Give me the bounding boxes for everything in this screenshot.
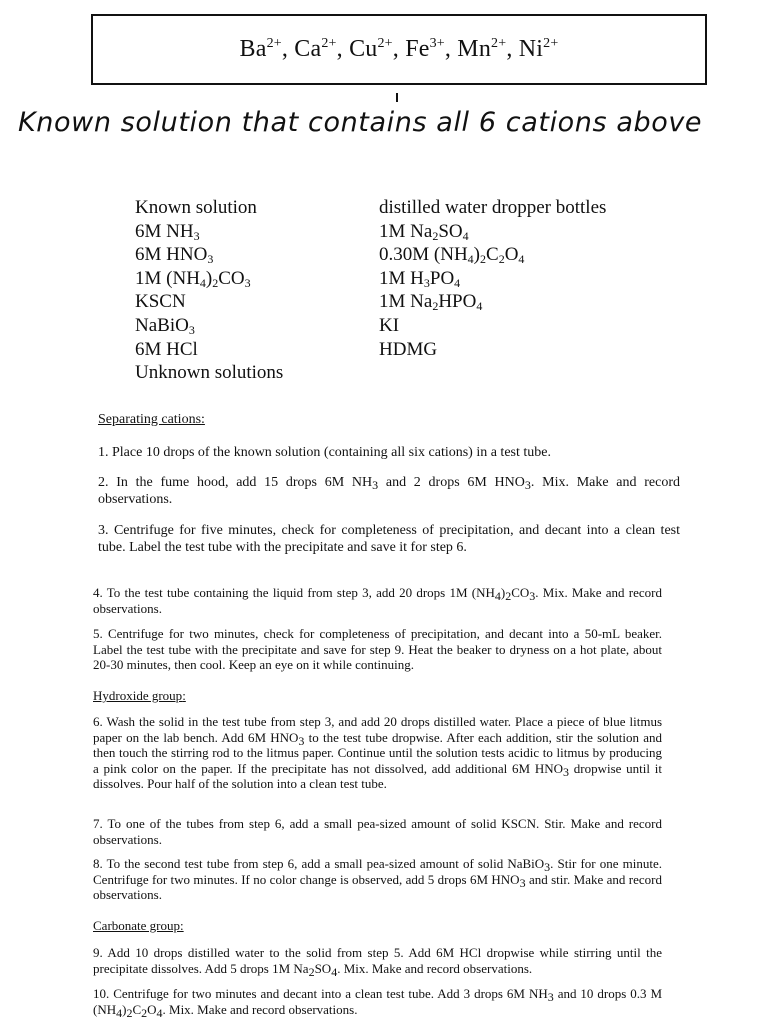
procedure-step-3: 3. Centrifuge for five minutes, check for completeness of precipitation, and decant into a clean test tube. Label the test tube with the precipitate and save it for step 6. (98, 523, 680, 555)
reagent-item: Known solution (135, 197, 257, 218)
section-heading-separating: Separating cations: (98, 412, 205, 427)
cation-ba: $Ba^{2+}$, (239, 36, 295, 62)
reagent-list-left (135, 196, 283, 385)
cation-ni: $Ni^{2+}$ (518, 36, 559, 62)
procedure-step-10: 10. Centrifuge for two minutes and decant into a clean test tube. Add 3 drops 6M NH3 and 10 drops 0.3 M (NH4)2C2O4. Mix. Make and record observations. (93, 986, 663, 1020)
reagent-item: KSCN (135, 291, 186, 313)
reagent-item: 1M $Na_2SO_4$ (379, 220, 469, 243)
handwritten-annotation: Known solution that contains all 6 cations above (18, 107, 703, 138)
procedure-step-8: 8. To the second test tube from step 6, add a small pea-sized amount of solid NaBiO3. Stir for one minute. Centrifuge for two minutes. If no color change is observed, add 5 drops 6M HNO3 and stir. Make and record observations. (93, 856, 663, 903)
cation-fe: $Fe^{3+}$, (405, 36, 458, 62)
procedure-step-4: 4. To the test tube containing the liquid from step 3, add 20 drops 1M (NH4)2CO3. Mix. Make and record observations. (93, 585, 662, 616)
section-heading-hydroxide: Hydroxide group: (93, 688, 186, 703)
cation-list (240, 36, 559, 63)
procedure-step-6: 6. Wash the solid in the test tube from step 3, and add 20 drops distilled water. Place a piece of blue litmus paper on the lab bench. Add 6M HNO3 to the test tube dropwise. After each addition, stir the solution and then touch the stirring rod to the litmus paper. Continue until the solution tests acidic to litmus by producing a pink color on the paper. If the precipitate has not dissolved, add additional 6M HNO3 dropwise until it dissolves. Pour half of the solution into a clean test tube. (93, 714, 663, 792)
reagent-item: 6M $NH_3$ (135, 220, 200, 243)
reagent-item: 1M $H_3PO_4$ (379, 267, 461, 290)
procedure-step-7: 7. To one of the tubes from step 6, add a small pea-sized amount of solid KSCN. Stir. Make and record observations. (93, 816, 662, 847)
procedure-step-1: 1. Place 10 drops of the known solution (containing all six cations) in a test tube. (98, 445, 551, 460)
reagent-item: 6M $HNO_3$ (135, 244, 214, 267)
procedure-step-9: 9. Add 10 drops distilled water to the solid from step 5. Add 6M HCl dropwise while stirring until the precipitate dissolves. Add 5 drops 1M Na2SO4. Mix. Make and record observations. (93, 945, 662, 979)
section-heading-carbonate: Carbonate group: (93, 918, 184, 933)
cation-list-box (91, 14, 707, 85)
reagent-item: Unknown solutions (135, 362, 284, 384)
cation-cu: $Cu^{2+}$, (349, 36, 406, 62)
pen-mark (396, 93, 398, 102)
cation-mn: $Mn^{2+}$, (457, 36, 519, 62)
reagent-item: 1M $(NH_4)_2CO_3$ (135, 267, 251, 290)
reagent-item: 1M $Na_2HPO_4$ (379, 291, 483, 314)
procedure-step-2: 2. In the fume hood, add 15 drops 6M NH3 and 2 drops 6M HNO3. Mix. Make and record observations. (98, 475, 680, 507)
reagent-item: NaBiO$_3$ (135, 314, 195, 337)
reagent-item: 0.30M $(NH_4)_2C_2O_4$ (379, 244, 525, 267)
reagent-item: KI (379, 314, 400, 336)
reagent-item: HDMG (379, 338, 438, 360)
reagent-item: distilled water dropper bottles (379, 197, 607, 218)
cation-ca: $Ca^{2+}$, (294, 36, 350, 62)
reagent-list-right (379, 196, 606, 361)
reagent-item: 6M HCl (135, 338, 198, 360)
procedure-step-5: 5. Centrifuge for two minutes, check for completeness of precipitation, and decant into a 50-mL beaker. Label the test tube with the precipitate and save for step 9. Heat the beaker to dryness on a hot plate, about 20-30 minutes, then cool. Keep an eye on it while continuing. (93, 626, 662, 673)
